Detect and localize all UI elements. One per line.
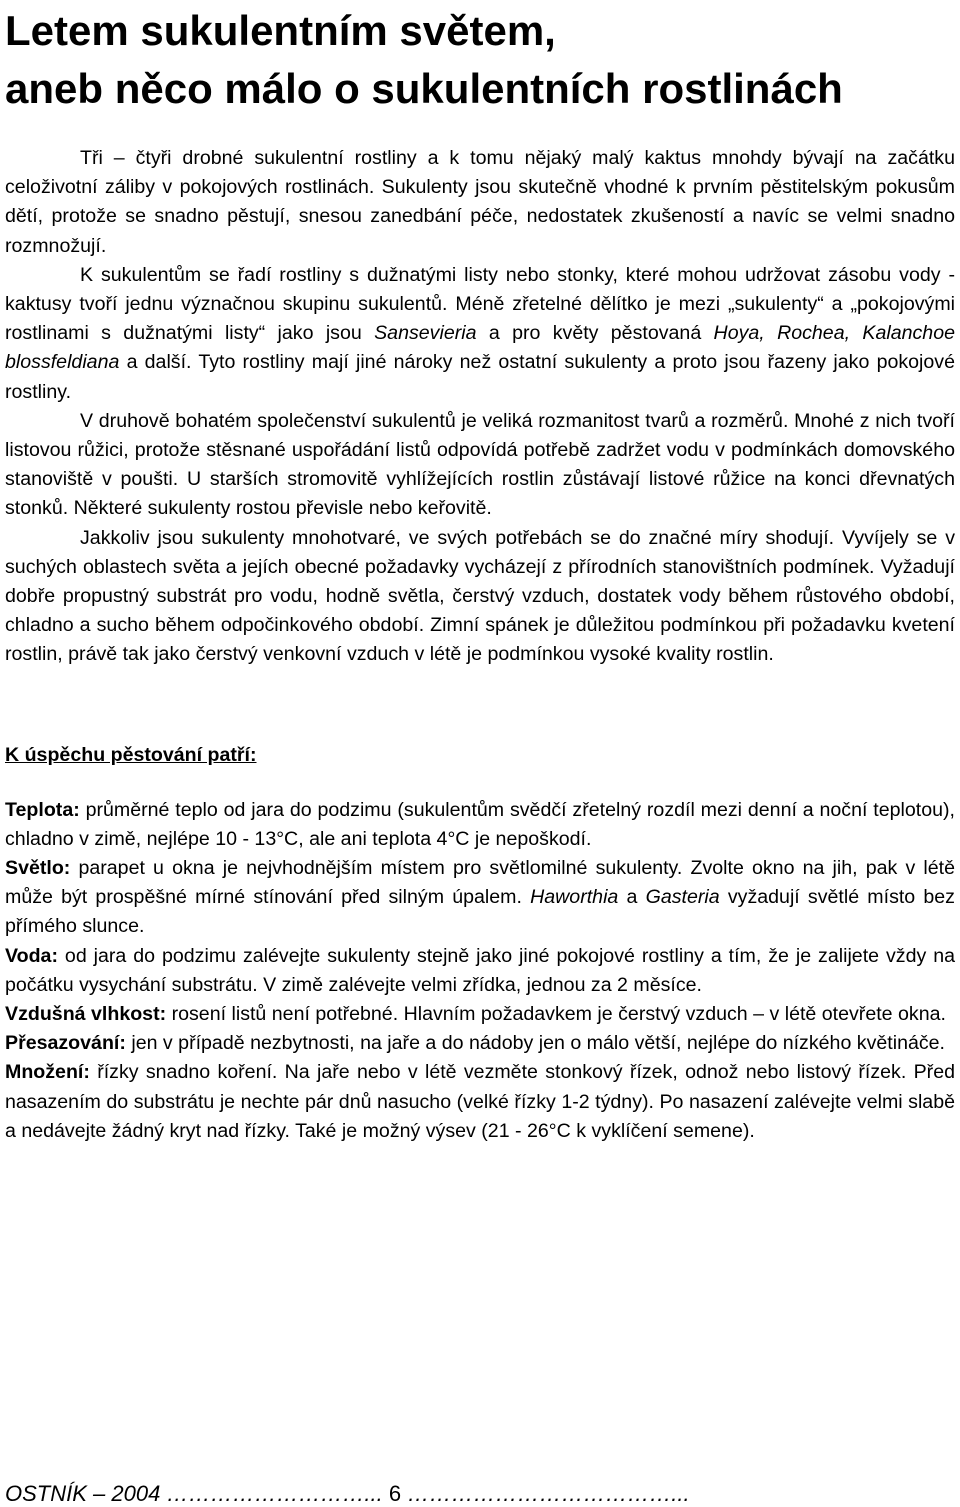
page-number: 6 [388,1481,402,1506]
footer-publication: OSTNÍK – 2004 [5,1481,167,1506]
svetlo-and: a [618,886,646,909]
care-item-mnozeni [5,1058,955,1146]
title-line-1: Letem sukulentním světem, [5,7,556,54]
presazovani-text: jen v případě nezbytnosti, na jaře a do nádoby jen o málo větší, nejlépe do nízkého květináče. [125,1032,946,1055]
haworthia-italic: Haworthia [530,886,619,909]
vlhkost-text: rosení listů není potřebné. Hlavním požadavkem je čerstvý vzduch – v létě otevřete okna. [166,1003,946,1026]
title-line-2: aneb něco málo o sukulentních rostlinách [5,65,843,112]
mnozeni-label: Množení: [5,1061,90,1084]
page-footer [5,1481,690,1507]
mnozeni-text: řízky snadno koření. Na jaře nebo v létě vezměte stonkový řízek, odnož nebo listový řízek. Před nasazením do substrátu je nechte pár dnů nasucho (velké řízky 1-2 týdny). Po nasazení zalévejte velmi slabě a nedávejte žádný kryt nad řízky. Také je možný výsev (21 - 26°C k vyklíčení semene). [5,1061,955,1142]
svetlo-label: Světlo: [5,857,71,880]
footer-dots-right: ………………………………... [407,1481,690,1506]
intro-paragraph-1: Tři – čtyři drobné sukulentní rostliny a k tomu nějaký malý kaktus mnohdy bývají na začátku celoživotní záliby v pokojových rostlinách. Sukulenty jsou skutečně vhodné k prvním pěstitelským pokusům dětí, protože se snadno pěstují, snesou zanedbání péče, nedostatek zkušeností a navíc se velmi snadno rozmnožují. [5,147,955,257]
page-title [5,2,955,118]
care-item-voda [5,942,955,1000]
intro-paragraph-2 [5,261,955,407]
intro-text [5,144,955,670]
svetlo-text-2: vyžadují světlé místo bez přímého slunce. [5,886,955,938]
paragraph-2-part-c: a další. Tyto rostliny mají jiné nároky než ostatní sukulenty a proto jsou řazeny jako pokojové rostliny. [5,351,955,403]
document-page [5,0,955,1146]
care-item-teplota [5,796,955,854]
care-item-presazovani [5,1029,955,1058]
care-item-svetlo [5,854,955,942]
voda-label: Voda: [5,944,58,967]
paragraph-2-part-a: K sukulentům se řadí rostliny s dužnatými listy nebo stonky, které mohou udržovat zásobu vody - kaktusy tvoří jednu význačnou skupinu sukulentů. Méně zřetelné dělítko je mezi „sukulenty“ a „pokojovými rostlinami s dužnatými listy“ jako jsou [5,263,955,345]
footer-dots-left: ………………………... [166,1481,383,1506]
care-item-vlhkost [5,1000,955,1029]
voda-text: od jara do podzimu zalévejte sukulenty stejně jako jiné pokojové rostliny a tím, že je zalijete vždy na počátku vysychání substrátu. V zimě zalévejte velmi zřídka, jednou za 2 měsíce. [5,944,955,996]
svetlo-text: parapet u okna je nejvhodnějším místem pro světlomilné sukulenty. Zvolte okno na jih, pak v létě může být prospěšné mírné stínování před silným úpalem. [5,857,955,909]
care-list [5,796,955,1146]
presazovani-label: Přesazování: [5,1032,126,1055]
intro-paragraph-3: V druhově bohatém společenství sukulentů je veliká rozmanitost tvarů a rozměrů. Mnohé z nich tvoří listovou růžici, protože stěsnané uspořádání listů odpovídá potřebě zadržet vodu v podmínkách domovského stanoviště v poušti. U starších stromovitě vyhlížejících rostlin zůstávají listové růžice na konci dřevnatých stonků. Některé sukulenty rostou převisle nebo keřovitě. [5,409,955,520]
sansevieria-italic: Sansevieria [374,322,477,345]
teplota-label: Teplota: [5,798,80,821]
section-heading: K úspěchu pěstování patří: [5,743,257,766]
intro-paragraph-4: Jakkoliv jsou sukulenty mnohotvaré, ve svých potřebách se do značné míry shodují. Vyvíjely se v suchých oblastech světa a jejích obecné požadavky vycházejí z přírodních stanovištních podmínek. Vyžadují dobře propustný substrát pro vodu, hodně světla, čerstvý vzduch, dostatek vody během růstového období, chladno a sucho během odpočinkového období. Zimní spánek je důležitou podmínkou při požadavku kvetení rostlin, právě tak jako čerstvý venkovní vzduch v létě je podmínkou vysoké kvality rostlin. [5,526,955,666]
gasteria-italic: Gasteria [645,886,720,909]
paragraph-2-part-b: a pro květy pěstovaná [476,322,714,345]
species-italic: Hoya, Rochea, Kalanchoe blossfeldiana [5,322,955,374]
teplota-text: průměrné teplo od jara do podzimu (sukulentům svědčí zřetelný rozdíl mezi denní a noční teplotou), chladno v zimě, nejlépe 10 - 13°C, ale ani teplota 4°C je nepoškodí. [5,798,955,850]
vlhkost-label: Vzdušná vlhkost: [5,1003,167,1026]
